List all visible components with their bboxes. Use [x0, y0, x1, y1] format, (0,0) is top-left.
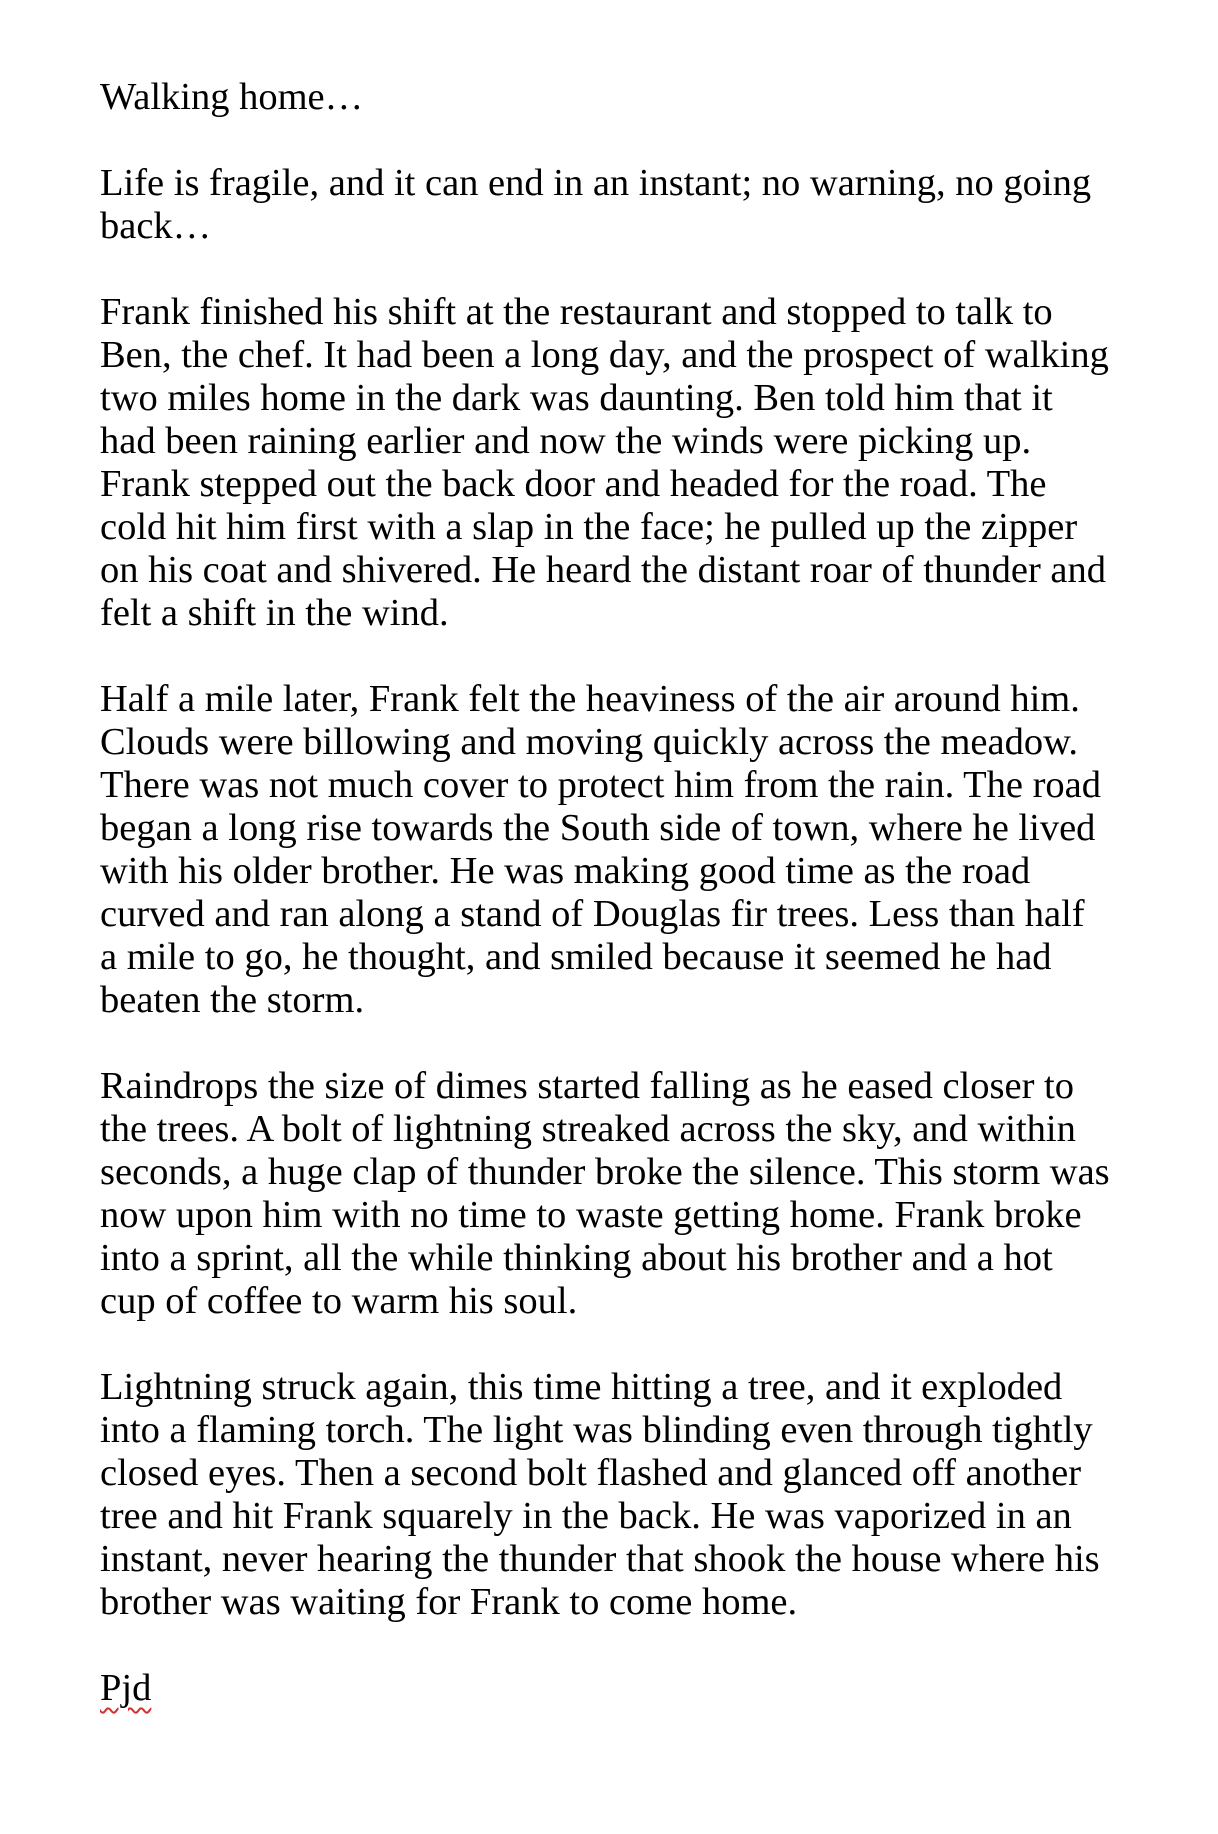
paragraph-walk: Half a mile later, Frank felt the heaviness of the air around him. Clouds were billowing and moving quickly across the meadow. There was not much cover to protect him from the rain. The road began a long rise towards the South side of town, where he lived with his older brother. He was making good time as the road curved and ran along a stand of Douglas fir trees. Less than half a mile to go, he thought, and smiled because it seemed he had beaten the storm. — [100, 678, 1102, 1021]
paragraph-shift-end: Frank finished his shift at the restaurant and stopped to talk to Ben, the chef. It had been a long day, and the prospect of walking two miles home in the dark was daunting. Ben told him that it had been raining earlier and now the winds were picking up. Frank stepped out the back door and headed for the road. The cold hit him first with a slap in the face; he pulled up the zipper on his coat and shivered. He heard the distant roar of thunder and felt a shift in the wind. — [100, 291, 1109, 634]
paragraph-intro: Life is fragile, and it can end in an instant; no warning, no going back… — [100, 162, 1092, 247]
paragraph-rain: Raindrops the size of dimes started falling as he eased closer to the trees. A bolt of lightning streaked across the sky, and within seconds, a huge clap of thunder broke the silence. This storm was now upon him with no time to waste getting home. Frank broke into a sprint, all the while thinking about his brother and a hot cup of coffee to warm his soul. — [100, 1065, 1110, 1322]
document-title: Walking home… — [100, 76, 364, 118]
signature: Pjd — [100, 1667, 152, 1709]
document-page — [100, 76, 1110, 1710]
paragraph-lightning: Lightning struck again, this time hitting a tree, and it exploded into a flaming torch. The light was blinding even through tightly closed eyes. Then a second bolt flashed and glanced off another tree and hit Frank squarely in the back. He was vaporized in an instant, never hearing the thunder that shook the house where his brother was waiting for Frank to come home. — [100, 1366, 1100, 1623]
